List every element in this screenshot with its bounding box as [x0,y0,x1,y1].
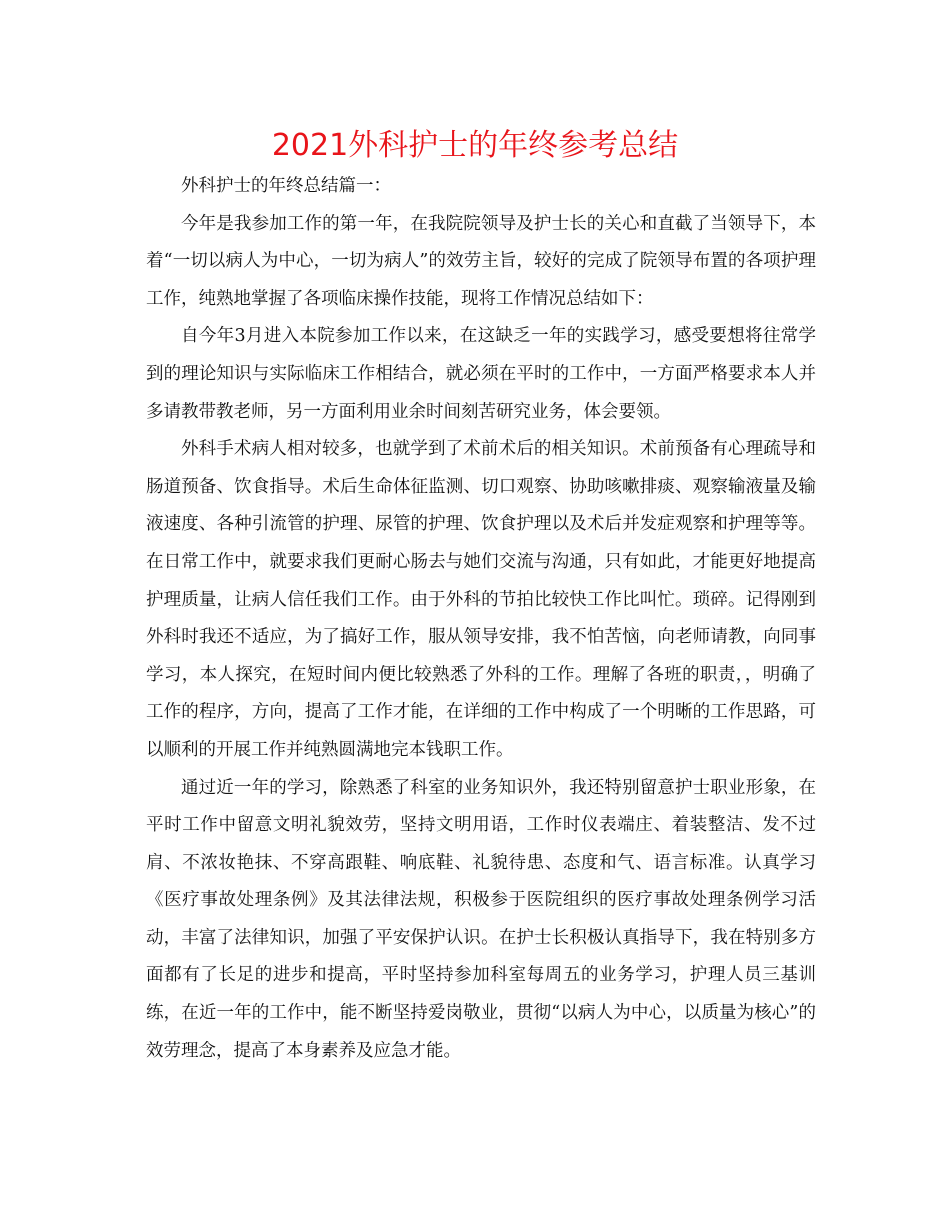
paragraph: 今年是我参加工作的第一年，在我院院领导及护士长的关心和直截了当领导下，本着“一切以病人为中心，一切为病人”的效劳主旨，较好的完成了院领导布置的各项护理工作，纯熟地掌握了各项临床操作技能，现将工作情况总结如下： [146,213,816,309]
paragraph: 外科手术病人相对较多，也就学到了术前术后的相关知识。术前预备有心理疏导和肠道预备、饮食指导。术后生命体征监测、切口观察、协助咳嗽排痰、观察输液量及输液速度、各种引流管的护理、尿管的护理、饮食护理以及术后并发症观察和护理等等。在日常工作中，就要求我们更耐心肠去与她们交流与沟通，只有如此，才能更好地提高护理质量，让病人信任我们工作。由于外科的节拍比较快工作比叫忙。琐碎。记得刚到外科时我还不适应，为了搞好工作，服从领导安排，我不怕苦恼，向老师请教，向同事学习，本人探究，在短时间内便比较熟悉了外科的工作。理解了各班的职责，，明确了工作的程序，方向，提高了工作才能，在详细的工作中构成了一个明晰的工作思路，可以顺利的开展工作并纯熟圆满地完本钱职工作。 [146,439,816,760]
paragraph: 通过近一年的学习，除熟悉了科室的业务知识外，我还特别留意护士职业形象，在平时工作中留意文明礼貌效劳，坚持文明用语，工作时仪表端庄、着装整洁、发不过肩、不浓妆艳抹、不穿高跟鞋、响底鞋、礼貌待患、态度和气、语言标准。认真学习《医疗事故处理条例》及其法律法规，积极参于医院组织的医疗事故处理条例学习活动，丰富了法律知识，加强了平安保护认识。在护士长积极认真指导下，我在特别多方面都有了长足的进步和提高，平时坚持参加科室每周五的业务学习，护理人员三基训练，在近一年的工作中，能不断坚持爱岗敬业，贯彻“以病人为中心，以质量为核心”的效劳理念，提高了本身素养及应急才能。 [146,777,816,1061]
section-heading: 外科护士的年终总结篇一： [181,176,391,196]
document-body [146,168,816,1070]
document-title: 2021外科护士的年终参考总结 [271,128,679,163]
paragraph: 自今年3月进入本院参加工作以来，在这缺乏一年的实践学习，感受要想将往常学到的理论知识与实际临床工作相结合，就必须在平时的工作中，一方面严格要求本人并多请教带教老师，另一方面利用业余时间刻苦研究业务，体会要领。 [146,326,816,422]
